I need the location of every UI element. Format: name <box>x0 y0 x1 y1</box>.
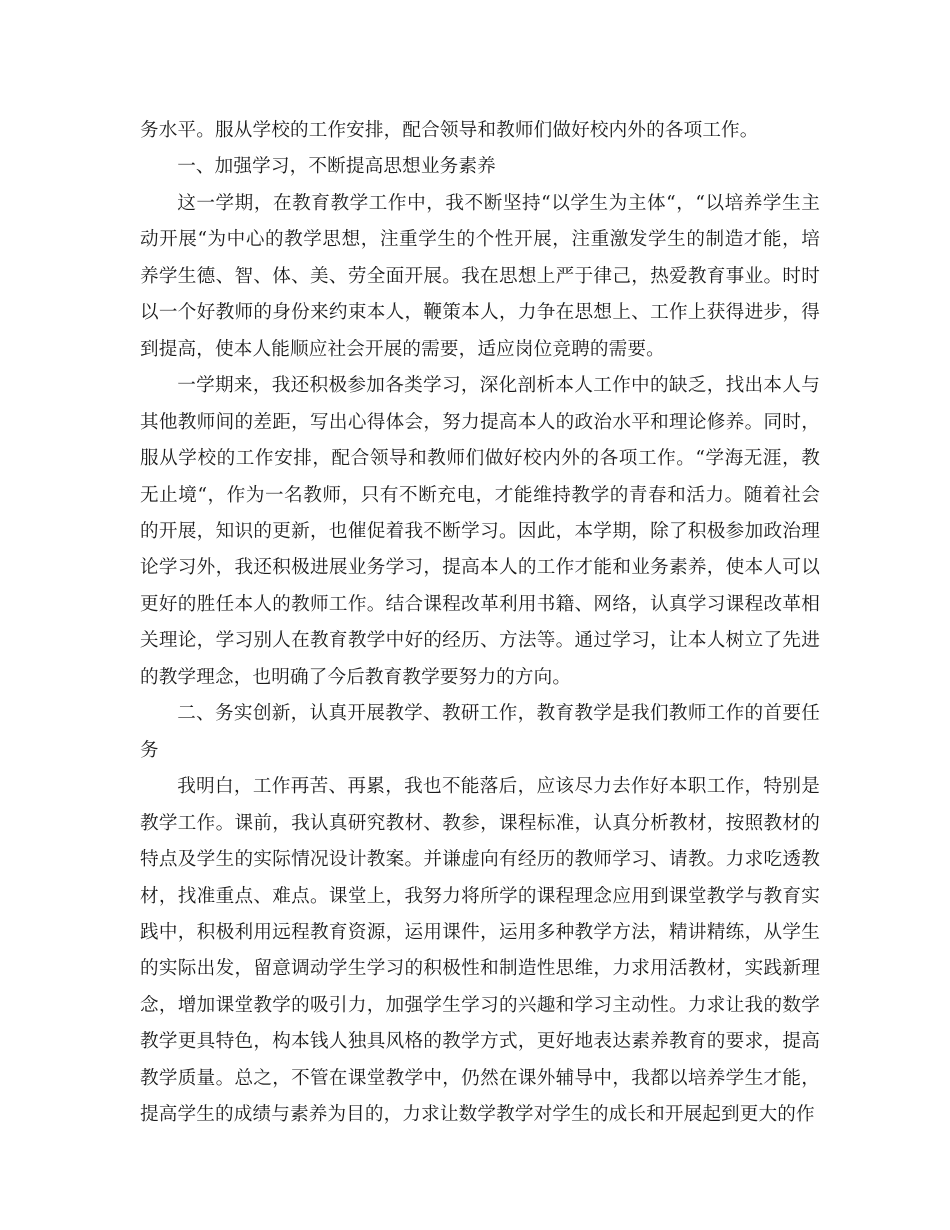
section-heading-1: 一、加强学习，不断提高思想业务素养 <box>177 156 496 178</box>
paragraph-teaching-philosophy: 这一学期，在教育教学工作中，我不断坚持“以学生为主体“，“以培养学生主动开展“为中心的教学思想，注重学生的个性开展，注重激发学生的制造才能，培养学生德、智、体、美、劳全面开展。我在思想上严于律己，热爱教育事业。时时以一个好教师的身份来约束本人，鞭策本人，力争在思想上、工作上获得进步，得到提高，使本人能顺应社会开展的需要，适应岗位竞聘的需要。 <box>140 192 820 360</box>
paragraph-teaching-work: 我明白，工作再苦、再累，我也不能落后，应该尽力去作好本职工作，特别是教学工作。课前，我认真研究教材、教参，课程标准，认真分析教材，按照教材的特点及学生的实际情况设计教案。并谦虚向有经历的教师学习、请教。力求吃透教材，找准重点、难点。课堂上，我努力将所学的课程理念应用到课堂教学与教育实践中，积极利用远程教育资源，运用课件，运用多种教学方法，精讲精练，从学生的实际出发，留意调动学生学习的积极性和制造性思维，力求用活教材，实践新理念，增加课堂教学的吸引力，加强学生学习的兴趣和学习主动性。力求让我的数学教学更具特色，构本钱人独具风格的教学方式，更好地表达素养教育的要求，提高教学质量。总之，不管在课堂教学中，仍然在课外辅导中，我都以培养学生才能，提高学生的成绩与素养为目的，力求让数学教学对学生的成长和开展起到更大的作 <box>140 776 820 1126</box>
paragraph-continuation: 务水平。服从学校的工作安排，配合领导和教师们做好校内外的各项工作。 <box>140 120 759 141</box>
section-heading-2: 二、务实创新，认真开展教学、教研工作，教育教学是我们教师工作的首要任务 <box>140 703 820 761</box>
paragraph-learning: 一学期来，我还积极参加各类学习，深化剖析本人工作中的缺乏，找出本人与其他教师间的差距，写出心得体会，努力提高本人的政治水平和理论修养。同时，服从学校的工作安排，配合领导和教师们做好校内外的各项工作。“学海无涯，教无止境“，作为一名教师，只有不断充电，才能维持教学的青春和活力。随着社会的开展，知识的更新，也催促着我不断学习。因此，本学期，除了积极参加政治理论学习外，我还积极进展业务学习，提高本人的工作才能和业务素养，使本人可以更好的胜任本人的教师工作。结合课程改革利用书籍、网络，认真学习课程改革相关理论，学习别人在教育教学中好的经历、方法等。通过学习，让本人树立了先进的教学理念，也明确了今后教育教学要努力的方向。 <box>140 375 820 688</box>
document-body <box>140 113 820 1134</box>
